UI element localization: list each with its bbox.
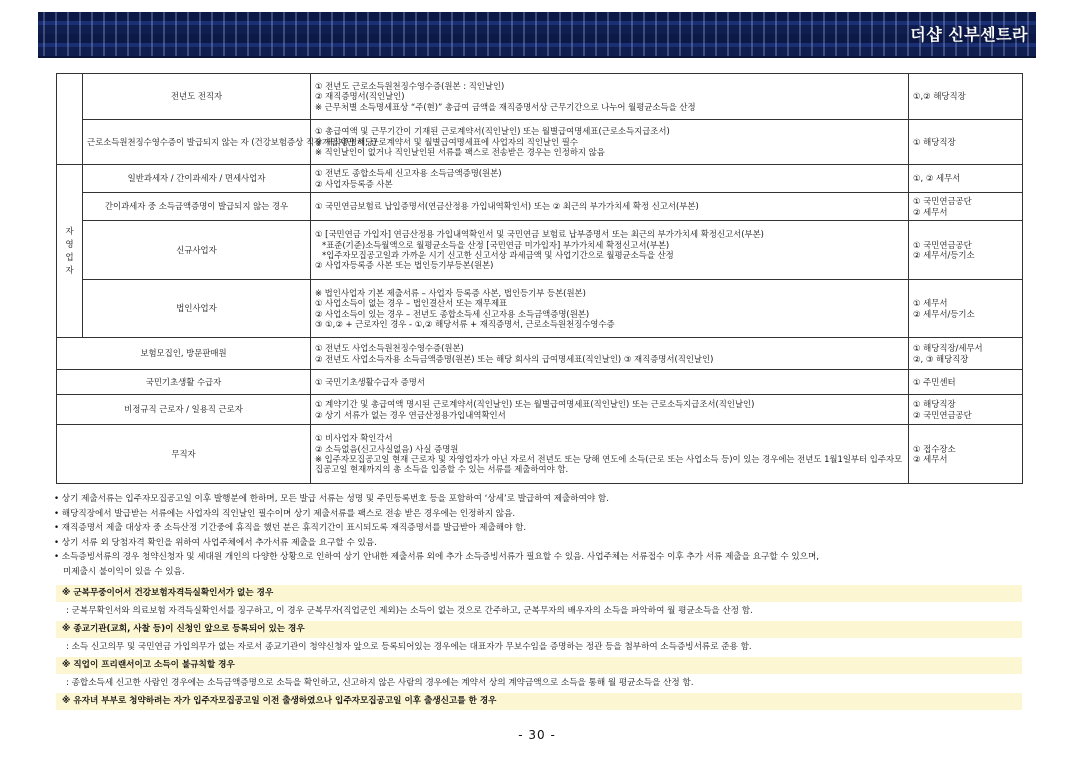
row-issuer: ① 해당직장	[909, 120, 1023, 165]
table-row	[57, 120, 1023, 165]
bullet-item: • 상기 제출서류는 입주자모집공고일 이후 발행분에 한하며, 모든 발급 서류는 성명 및 주민등록번호 등을 포함하여 ‘상세’로 발급하여 제출하여야 함.	[54, 494, 609, 504]
row-category: 간이과세자 중 소득금액증명이 발급되지 않는 경우	[83, 193, 311, 221]
bullet-item: • 재직증명서 제출 대상자 중 소득산정 기간중에 휴직을 했던 분은 휴직기간이 표시되도록 재직증명서를 발급받아 제출해야 함.	[54, 523, 527, 534]
note-body: : 소득 신고의무 및 국민연금 가입의무가 없는 자로서 종교기관이 청약신청자 앞으로 등록되어있는 경우에는 대표자가 무보수임을 증명하는 정관 등을 첨부하여 소득증빙서류로 준용 함.	[66, 642, 752, 652]
row-issuer: ① 주민센터	[909, 370, 1023, 395]
row-documents: ※ 법인사업자 기본 제출서류 – 사업자 등록증 사본, 법인등기부 등본(원본) ① 사업소득이 없는 경우 – 법인결산서 또는 재무제표 ② 사업소득이 있는 경우 – 전년도 종합소득세 신고자용 소득금액증명(원본) ③ ①,② + 근로자인 경우 - ①,② 해당서류 + 재직증명서, 근로소득원천징수영수증	[311, 280, 909, 338]
note-heading: ※ 직업이 프리랜서이고 소득이 불규칙할 경우	[56, 657, 1022, 674]
row-documents: ① 총급여액 및 근무기간이 기재된 근로계약서(직인날인) 또는 월별급여명세표(근로소득지급조서) ※ 재직증명서, 근로계약서 및 월별급여명세표에 사업자의 직인날인 필수 ※ 직인날인이 없거나 직인날인된 서류를 팩스로 전송받은 경우는 인정하지 않음	[311, 120, 909, 165]
bullet-item-continued: 미제출시 불이익이 있을 수 있음.	[63, 566, 185, 577]
row-issuer: ① 해당직장 ② 국민연금공단	[909, 395, 1023, 425]
bullet-item: • 상기 서류 외 당첨자격 확인을 위하여 사업주체에서 추가서류 제출을 요구할 수 있음.	[54, 537, 377, 548]
table-row	[57, 395, 1023, 425]
note-heading: ※ 종교기관(교회, 사찰 등)이 신청인 앞으로 등록되어 있는 경우	[56, 621, 1022, 638]
row-category: 무직자	[57, 425, 311, 484]
row-category: 신규사업자	[83, 221, 311, 280]
row-category: 전년도 전직자	[83, 74, 311, 120]
row-issuer: ① 접수장소 ② 세무서	[909, 425, 1023, 484]
bullet-item: • 해당직장에서 발급받는 서류에는 사업자의 직인날인 필수이며 상기 제출서류를 팩스로 전송 받은 경우에는 인정하지 않음.	[54, 508, 516, 519]
row-category: 국민기초생활 수급자	[57, 370, 311, 395]
table-row	[57, 193, 1023, 221]
table-row	[57, 74, 1023, 120]
table-row	[57, 425, 1023, 484]
note-body: : 군복무확인서와 의료보험 자격득실확인서를 징구하고, 이 경우 군복무자(직업군인 제외)는 소득이 없는 것으로 간주하고, 군복무자의 배우자의 소득을 파악하여 월 평균소득을 산정 함.	[66, 606, 753, 616]
income-documents-table	[56, 73, 1023, 484]
row-issuer: ①, ② 세무서	[909, 165, 1023, 193]
table-row	[57, 338, 1023, 370]
row-category: 보험모집인, 방문판매원	[57, 338, 311, 370]
self-employed-group-label: 자 영 업 자	[57, 165, 83, 338]
table-row	[57, 280, 1023, 338]
row-documents: ① 전년도 종합소득세 신고자용 소득금액증명(원본) ② 사업자등록증 사본	[311, 165, 909, 193]
row-category: 비정규직 근로자 / 일용직 근로자	[57, 395, 311, 425]
row-documents: ① 국민연금보험료 납입증명서(연금산정용 가입내역확인서) 또는 ② 최근의 부가가치세 확정 신고서(부본)	[311, 193, 909, 221]
row-category: 법인사업자	[83, 280, 311, 338]
row-category: 근로소득원천징수영수증이 발급되지 않는 자 (건강보험증상 직장가입자만 해당)	[83, 120, 311, 165]
header-banner	[38, 12, 1036, 58]
row-documents: ① 국민기초생활수급자 증명서	[311, 370, 909, 395]
row-category: 일반과세자 / 간이과세자 / 면세사업자	[83, 165, 311, 193]
table-row	[57, 165, 1023, 193]
row-issuer: ① 세무서 ② 세무서/등기소	[909, 280, 1023, 338]
note-heading: ※ 군복무중이어서 건강보험자격득실확인서가 없는 경우	[56, 585, 1022, 602]
bullet-item: • 소득증빙서류의 경우 청약신청자 및 세대원 개인의 다양한 상황으로 인하여 상기 안내한 제출서류 외에 추가 소득증빙서류가 필요할 수 있음. 사업주체는 서류접수 이후 추가 서류 제출을 요구할 수 있으며,	[54, 552, 820, 563]
brand-title: 더샵 신부센트라	[910, 25, 1028, 44]
row-issuer: ① 국민연금공단 ② 세무서/등기소	[909, 221, 1023, 280]
row-documents: ① 계약기간 및 총급여액 명시된 근로계약서(직인날인) 또는 월별급여명세표(직인날인) 또는 근로소득지급조서(직인날인) ② 상기 서류가 없는 경우 연금산정용가입내역확인서	[311, 395, 909, 425]
bullet-notes	[54, 492, 1024, 580]
table-row	[57, 221, 1023, 280]
row-issuer: ①,② 해당직장	[909, 74, 1023, 120]
special-case-notes	[56, 585, 1022, 710]
table-row	[57, 370, 1023, 395]
row-documents: ① 전년도 근로소득원천징수영수증(원본 : 직인날인) ② 재직증명서(직인날인) ※ 근무처별 소득명세표상 “주(현)” 총급여 금액을 재직증명서상 근무기간으로 나누어 월평균소득을 산정	[311, 74, 909, 120]
row-issuer: ① 국민연금공단 ② 세무서	[909, 193, 1023, 221]
note-body: : 종합소득세 신고한 사람인 경우에는 소득금액증명으로 소득을 확인하고, 신고하지 않은 사람의 경우에는 계약서 상의 계약금액으로 소득을 통해 월 평균소득을 산정 함.	[66, 678, 694, 688]
note-heading: ※ 유자녀 부부로 청약하려는 자가 입주자모집공고일 이전 출생하였으나 입주자모집공고일 이후 출생신고를 한 경우	[56, 693, 1022, 710]
row-documents: ① [국민연금 가입자] 연금산정용 가입내역확인서 및 국민연금 보험료 납부증명서 또는 최근의 부가가치세 확정신고서(부본) *표준(기준)소득월액으로 월평균소득을 산정 [국민연금 미가입자] 부가가치세 확정신고서(부본) *입주자모집공고일과 가까운 시기 신고한 신고서상 과세금액 및 사업기간으로 월평균소득을 산정 ② 사업자등록증 사본 또는 법인등기부등본(원본)	[311, 221, 909, 280]
page-number: - 30 -	[518, 728, 556, 742]
row-documents: ① 전년도 사업소득원천징수영수증(원본) ② 전년도 사업소득자용 소득금액증명(원본) 또는 해당 회사의 급여명세표(직인날인) ③ 재직증명서(직인날인)	[311, 338, 909, 370]
row-issuer: ① 해당직장/세무서 ②, ③ 해당직장	[909, 338, 1023, 370]
row-documents: ① 비사업자 확인각서 ② 소득없음(신고사실없음) 사실 증명원 ※ 입주자모집공고일 현재 근로자 및 자영업자가 아닌 자로서 전년도 또는 당해 연도에 소득(근로 또는 사업소득 등)이 있는 경우에는 전년도 1월1일부터 입주자모집공고일 현재까지의 총 소득을 입증할 수 있는 서류를 제출하여야 함.	[311, 425, 909, 484]
